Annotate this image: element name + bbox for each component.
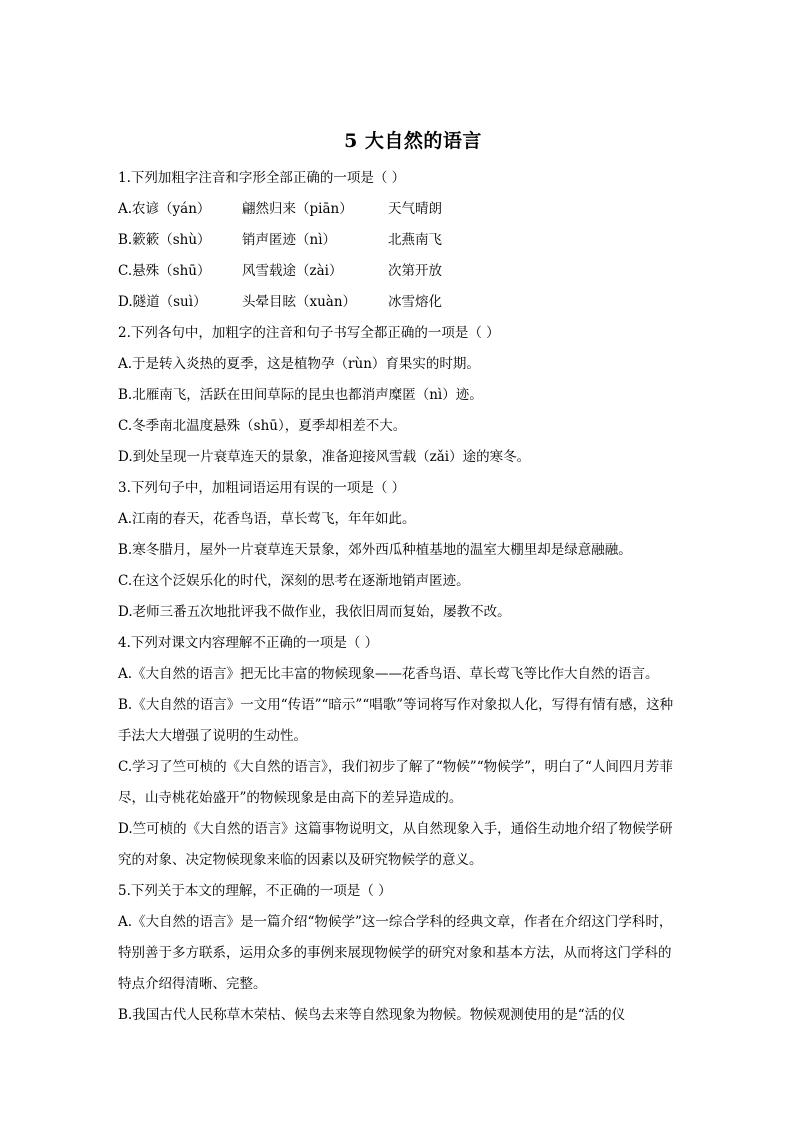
q1-a-word1: A.农谚（yán）: [118, 201, 211, 217]
q1-b-word2: 销声匿迹（nì）: [242, 232, 337, 248]
q1-d-word3: 冰雪熔化: [388, 294, 442, 310]
q1-stem: 1.下列加粗字注音和字形全部正确的一项是（ ）: [118, 170, 406, 186]
q1-d-word1: D.隧道（suì）: [118, 294, 207, 310]
q1-option-b: [118, 225, 678, 256]
q3-stem: 3.下列句子中，加粗词语运用有误的一项是（ ）: [118, 480, 406, 496]
q1-a-word3: 天气晴朗: [388, 201, 442, 217]
q1-c-word3: 次第开放: [388, 263, 442, 279]
q5-option-a: A.《大自然的语言》是一篇介绍“物候学”这一综合学科的经典文章，作者在介绍这门学科时，特别善于多方联系，运用众多的事例来展现物候学的研究对象和基本方法，从而将这门学科的特点介绍得清晰、完整。: [118, 914, 673, 992]
document-page: [118, 126, 678, 1031]
page-title: 5 大自然的语言: [344, 130, 482, 152]
q2-option-b: B.北雁南飞，活跃在田间草际的昆虫也都消声糜匿（nì）迹。: [118, 387, 483, 403]
q1-d-word2: 头晕目眩（xuàn）: [242, 294, 357, 310]
q2-option-c: C.冬季南北温度悬殊（shū），夏季却相差不大。: [118, 418, 407, 434]
q1-a-word2: 翩然归来（piān）: [242, 201, 353, 217]
q3-option-a: A.江南的春天，花香鸟语，草长莺飞，年年如此。: [118, 511, 416, 527]
q3-option-c: C.在这个泛娱乐化的时代，深刻的思考在逐渐地销声匿迹。: [118, 573, 470, 589]
q4-option-c: C.学习了竺可桢的《大自然的语言》，我们初步了解了“物候”“物候学”，明白了“人间四月芳菲尽，山寺桃花始盛开”的物候现象是由高下的差异造成的。: [118, 759, 673, 806]
q3-option-d: D.老师三番五次地批评我不做作业，我依旧周而复始，屡教不改。: [118, 604, 511, 620]
q5-stem: 5.下列关于本文的理解，不正确的一项是（ ）: [118, 883, 392, 899]
q1-b-word3: 北燕南飞: [388, 232, 442, 248]
q2-stem: 2.下列各句中，加粗字的注音和句子书写全都正确的一项是（ ）: [118, 325, 500, 341]
q4-option-b: B.《大自然的语言》一文用“传语”“暗示”“唱歌”等词将写作对象拟人化，写得有情有感，这种手法大大增强了说明的生动性。: [118, 697, 674, 744]
q1-option-c: [118, 256, 678, 287]
q1-c-word2: 风雪载途（zài）: [242, 263, 343, 279]
q4-stem: 4.下列对课文内容理解不正确的一项是（ ）: [118, 635, 379, 651]
q2-option-d: D.到处呈现一片衰草连天的景象，准备迎接风雪载（zǎi）途的寒冬。: [118, 449, 531, 465]
q5-option-b: B.我国古代人民称草木荣枯、候鸟去来等自然现象为物候。物候观测使用的是“活的仪: [118, 1007, 626, 1023]
q1-c-word1: C.悬殊（shū）: [118, 263, 211, 279]
q4-option-a: A.《大自然的语言》把无比丰富的物候现象——花香鸟语、草长莺飞等比作大自然的语言。: [118, 666, 659, 682]
q4-option-d: D.竺可桢的《大自然的语言》这篇事物说明文，从自然现象入手，通俗生动地介绍了物候学研究的对象、决定物候现象来临的因素以及研究物候学的意义。: [118, 821, 673, 868]
q1-option-a: [118, 194, 678, 225]
q2-option-a: A.于是转入炎热的夏季，这是植物孕（rùn）育果实的时期。: [118, 356, 480, 372]
q1-b-word1: B.簌簌（shù）: [118, 232, 211, 248]
q3-option-b: B.寒冬腊月，屋外一片衰草连天景象，郊外西瓜种植基地的温室大棚里却是绿意融融。: [118, 542, 632, 558]
q1-option-d: [118, 287, 678, 318]
